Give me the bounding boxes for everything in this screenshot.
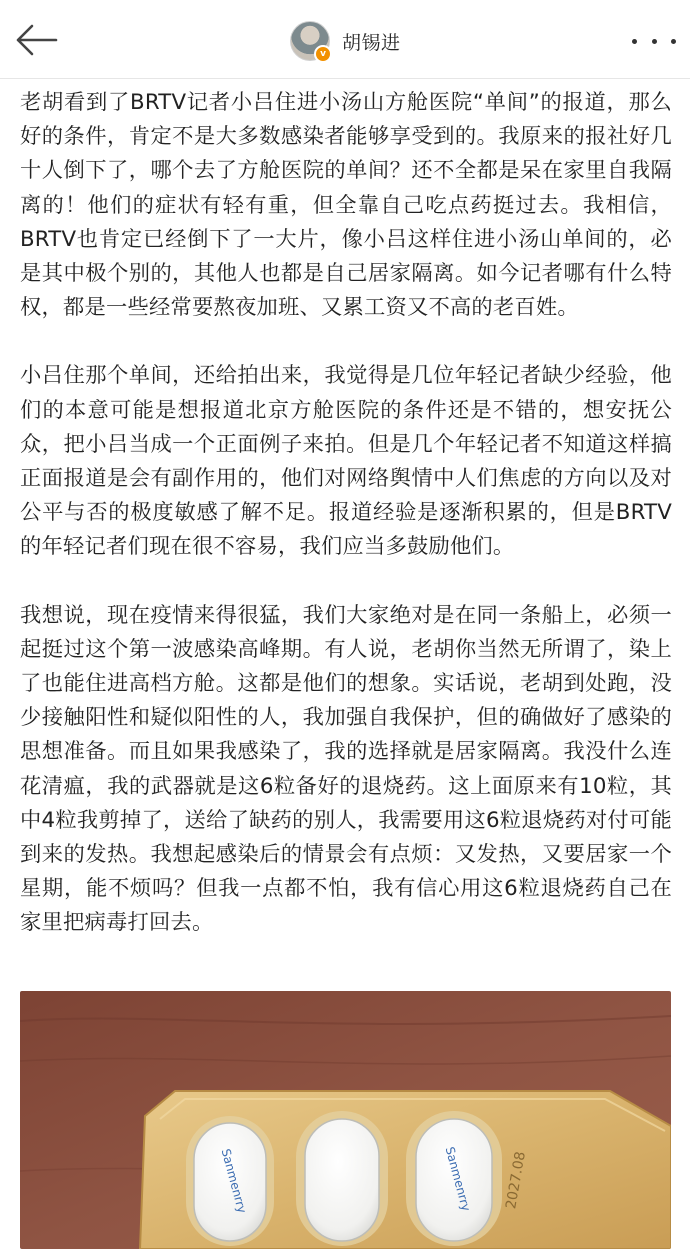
top-bar — [0, 0, 690, 79]
more-dots-icon — [652, 39, 657, 44]
verified-badge: v — [314, 45, 332, 63]
pill-imprint: Sanmenrry — [442, 1145, 474, 1213]
more-button[interactable] — [632, 26, 676, 56]
back-button[interactable] — [12, 20, 60, 60]
post-body — [20, 86, 672, 941]
arrow-left-icon — [12, 20, 60, 60]
post-paragraph: 小吕住那个单间，还给拍出来，我觉得是几位年轻记者缺少经验，他们的本意可能是想报道北京方舱医院的条件还是不错的，想安抚公众，把小吕当成一个正面例子来拍。但是几个年轻记者不知道这样搞正面报道是会有副作用的，他们对网络舆情中人们焦虑的方向以及对公平与否的极度敏感了解不足。报道经验是逐渐积累的，但是BRTV的年轻记者们现在很不容易，我们应当多鼓励他们。 — [20, 363, 672, 560]
author-name[interactable]: 胡锡进 — [342, 31, 401, 54]
author-info[interactable] — [290, 20, 401, 62]
more-dots-icon — [671, 39, 676, 44]
blister-print: 2027.08 — [503, 1150, 529, 1211]
post-photo[interactable] — [20, 991, 671, 1249]
post-paragraph: 我想说，现在疫情来得很猛，我们大家绝对是在同一条船上，必须一起挺过这个第一波感染高峰期。有人说，老胡你当然无所谓了，染上了也能住进高档方舱。这都是他们的想象。实话说，老胡到处跑，没少接触阳性和疑似阳性的人，我加强自我保护，但的确做好了感染的思想准备。而且如果我感染了，我的选择就是居家隔离。我没什么连花清瘟，我的武器就是这6粒备好的退烧药。这上面原来有10粒，其中4粒我剪掉了，送给了缺药的别人，我需要用这6粒退烧药对付可能到来的发热。我想起感染后的情景会有点烦：又发热，又要居家一个星期，能不烦吗？但我一点都不怕，我有信心用这6粒退烧药自己在家里把病毒打回去。 — [20, 602, 672, 936]
avatar[interactable] — [290, 21, 330, 61]
more-dots-icon — [632, 39, 637, 44]
post-paragraph: 老胡看到了BRTV记者小吕住进小汤山方舱医院“单间”的报道，那么好的条件，肯定不是大多数感染者能够享受到的。我原来的报社好几十人倒下了，哪个去了方舱医院的单间？还不全都是呆在家里自我隔离的！他们的症状有轻有重，但全靠自己吃点药挺过去。我相信，BRTV也肯定已经倒下了一大片，像小吕这样住进小汤山单间的，必是其中极个别的，其他人也都是自己居家隔离。如今记者哪有什么特权，都是一些经常要熬夜加班、又累工资又不高的老百姓。 — [20, 90, 672, 321]
pill-blister-image — [20, 991, 671, 1249]
pill-imprint: Sanmenrry — [218, 1147, 250, 1215]
